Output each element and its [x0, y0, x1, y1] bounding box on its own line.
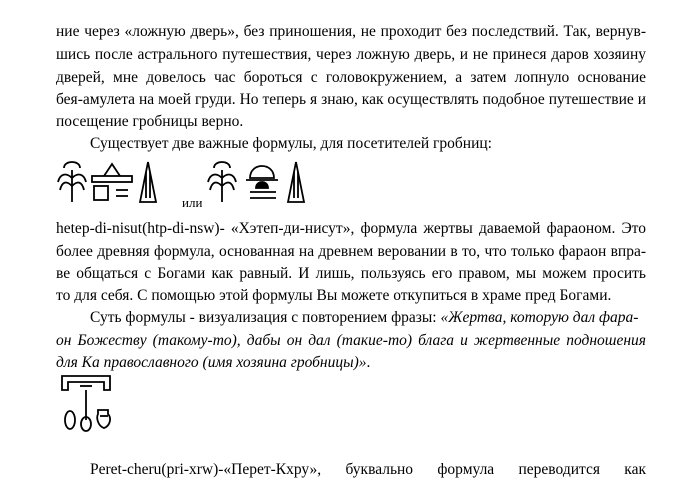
hetep-di-nisut-variant-hieroglyph-icon	[208, 158, 318, 208]
paragraph-line: то для себя. С помощью этой формулы Вы можете откупиться в храме пред Богами.	[56, 287, 612, 304]
formula-quote-text: «Жертва, которую дал фара-	[440, 309, 639, 326]
paragraph-line: Peret-cheru(pri-xrw)-«Перет-Кхру», буквально формула переводится как	[90, 461, 646, 478]
formula-end-text: .	[366, 354, 371, 371]
formula-intro-text: Суть формулы - визуализация с повторением фразы:	[90, 309, 441, 326]
paragraph-line	[56, 353, 646, 372]
paragraph-line: посещение гробницы верно.	[56, 113, 244, 130]
paragraph-line: дверей, мне довелось час бороться с головокружением, а затем лопнуло основание	[56, 69, 646, 86]
peret-cheru-hieroglyph-icon	[58, 374, 118, 434]
paragraph-line: ние через «ложную дверь», без приношения, не проходит без последствий. Так, вернув-	[56, 23, 646, 40]
paragraph-line: ве общаться с Богами как равный. И лишь, пользуясь его правом, мы можем просить	[56, 265, 646, 282]
ili-label: или	[182, 195, 203, 210]
paragraph-line: он Божеству (такому-то), дабы он дал (такие-то) блага и жертвенные подношения	[56, 332, 646, 349]
hetep-di-nisut-hieroglyph-icon	[56, 158, 176, 208]
paragraph-line: Существует две важные формулы, для посетителей гробниц:	[90, 135, 492, 152]
paragraph-line: hetep-di-nisut(htp-di-nsw)- «Хэтеп-ди-нисут», формула жертвы даваемой фараоном. Это	[56, 220, 646, 237]
paragraph-line: бея-амулета на моей груди. Но теперь я знаю, как осуществлять подобное путешествие и	[56, 91, 646, 108]
paragraph-line	[90, 308, 646, 327]
paragraph-line: более древняя формула, основанная на древнем веровании в то, что только фараон впра-	[56, 243, 646, 260]
paragraph-line: шись после астрального путешествия, через ложную дверь, и не принеся даров хозяину	[56, 46, 646, 63]
formula-quote-text: для Ка православного (имя хозяина гробницы)»	[56, 354, 367, 371]
